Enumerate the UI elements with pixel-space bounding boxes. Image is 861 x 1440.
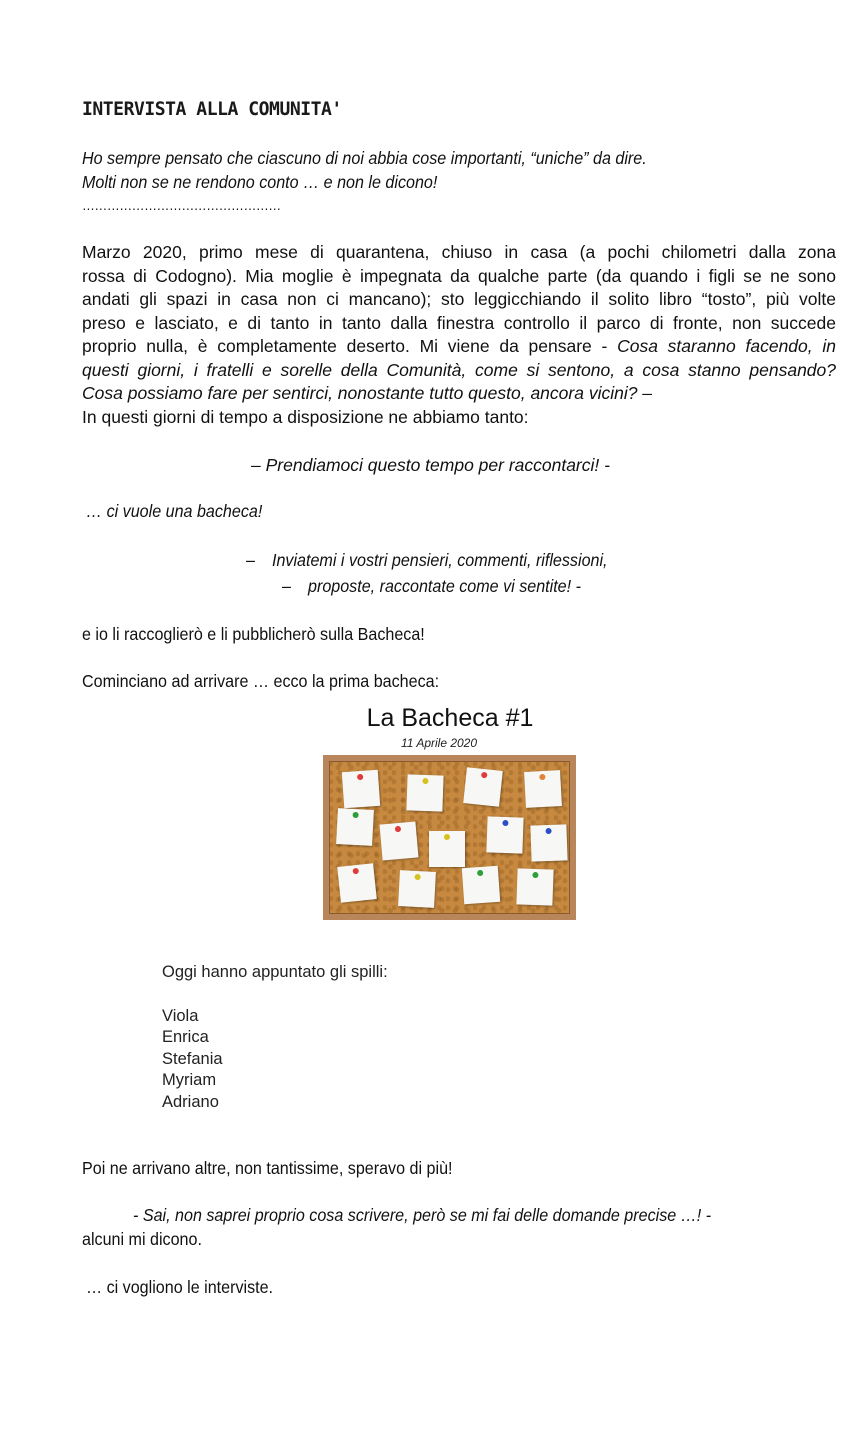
spilli-name: Myriam [162, 1071, 217, 1089]
pin-icon [545, 828, 551, 834]
pin-icon [357, 774, 363, 780]
paragraph-line: andati gli spazi in casa non ci mancano); sto leggicchiando il solito libro “tosto”, più volte [82, 289, 836, 309]
pin-icon [532, 872, 538, 878]
paragraph-line-mixed [82, 335, 836, 359]
collect-line: e io li raccoglierò e li pubblicherò sulla Bacheca! [82, 624, 425, 644]
dialog-tail: alcuni mi dicono. [82, 1229, 202, 1249]
pin-icon [395, 826, 402, 833]
paragraph-text: proprio nulla, è completamente deserto. Mi viene da pensare - [82, 336, 618, 356]
bacheca-line: … ci vuole una bacheca! [86, 501, 263, 521]
sticky-note [530, 824, 567, 861]
spilli-name: Enrica [162, 1028, 209, 1046]
march-paragraph [82, 241, 836, 429]
paragraph-line: Marzo 2020, primo mese di quarantena, chiuso in casa (a pochi chilometri dalla zona [82, 242, 836, 262]
pin-icon [481, 772, 488, 779]
closing-line: … ci vogliono le interviste. [86, 1277, 274, 1297]
sticky-note [516, 868, 553, 905]
page-title: INTERVISTA ALLA COMUNITA' [82, 98, 342, 120]
sticky-note [398, 870, 436, 908]
spilli-name: Viola [162, 1007, 199, 1025]
spilli-heading: Oggi hanno appuntato gli spilli: [162, 963, 388, 981]
pin-icon [444, 834, 450, 840]
paragraph-italic-text: Cosa staranno facendo, in [617, 336, 836, 356]
sticky-note [406, 774, 443, 811]
sticky-note [379, 821, 418, 860]
pin-icon [539, 774, 545, 780]
sticky-note [429, 831, 465, 867]
dialog-line: - Sai, non saprei proprio cosa scrivere, però se mi fai delle domande precise …! - [133, 1205, 712, 1225]
quote-dash-1: – [246, 550, 255, 570]
pin-icon [477, 870, 483, 876]
pin-icon [414, 874, 420, 880]
sticky-note [337, 863, 377, 903]
paragraph-line: rossa di Codogno). Mia moglie è impegnata da qualche parte (da quando i figli se ne sono [82, 265, 836, 286]
quote-line-1: Inviatemi i vostri pensieri, commenti, riflessioni, [272, 550, 608, 570]
paragraph-line: In questi giorni di tempo a disposizione ne abbiamo tanto: [82, 406, 529, 427]
sticky-note [463, 767, 503, 807]
sticky-note [336, 808, 374, 846]
pin-icon [352, 868, 359, 875]
quote-line-2: proposte, raccontate come vi sentite! - [308, 576, 581, 596]
after-line: Poi ne arrivano altre, non tantissime, speravo di più! [82, 1158, 453, 1178]
pin-icon [422, 778, 428, 784]
dotted-separator: ………………………………………… [82, 197, 281, 213]
sticky-note [462, 866, 500, 904]
spilli-name: Adriano [162, 1093, 219, 1111]
sticky-note [342, 770, 380, 808]
spilli-name: Stefania [162, 1050, 223, 1068]
bacheca-title: La Bacheca #1 [366, 704, 534, 732]
quote-raccontarci: – Prendiamoci questo tempo per raccontarci! - [251, 455, 610, 475]
pin-icon [502, 820, 508, 826]
corkboard-image [323, 755, 576, 920]
bacheca-date: 11 Aprile 2020 [400, 736, 478, 750]
intro-line-2: Molti non se ne rendono conto … e non le dicono! [82, 172, 438, 192]
paragraph-line: Cosa possiamo fare per sentirci, nonostante tutto questo, ancora vicini? – [82, 383, 653, 403]
arrive-line: Cominciano ad arrivare … ecco la prima bacheca: [82, 671, 440, 691]
sticky-note [486, 816, 523, 853]
intro-line-1: Ho sempre pensato che ciascuno di noi abbia cose importanti, “uniche” da dire. [82, 148, 647, 168]
paragraph-line: questi giorni, i fratelli e sorelle della Comunità, come si sentono, a cosa stanno pensando? [82, 359, 836, 380]
quote-dash-2: – [282, 576, 291, 596]
paragraph-line: preso e lasciato, e di tanto in tanto dalla finestra controllo il parco di fronte, non succede [82, 312, 836, 333]
pin-icon [352, 812, 358, 818]
sticky-note [524, 770, 562, 808]
